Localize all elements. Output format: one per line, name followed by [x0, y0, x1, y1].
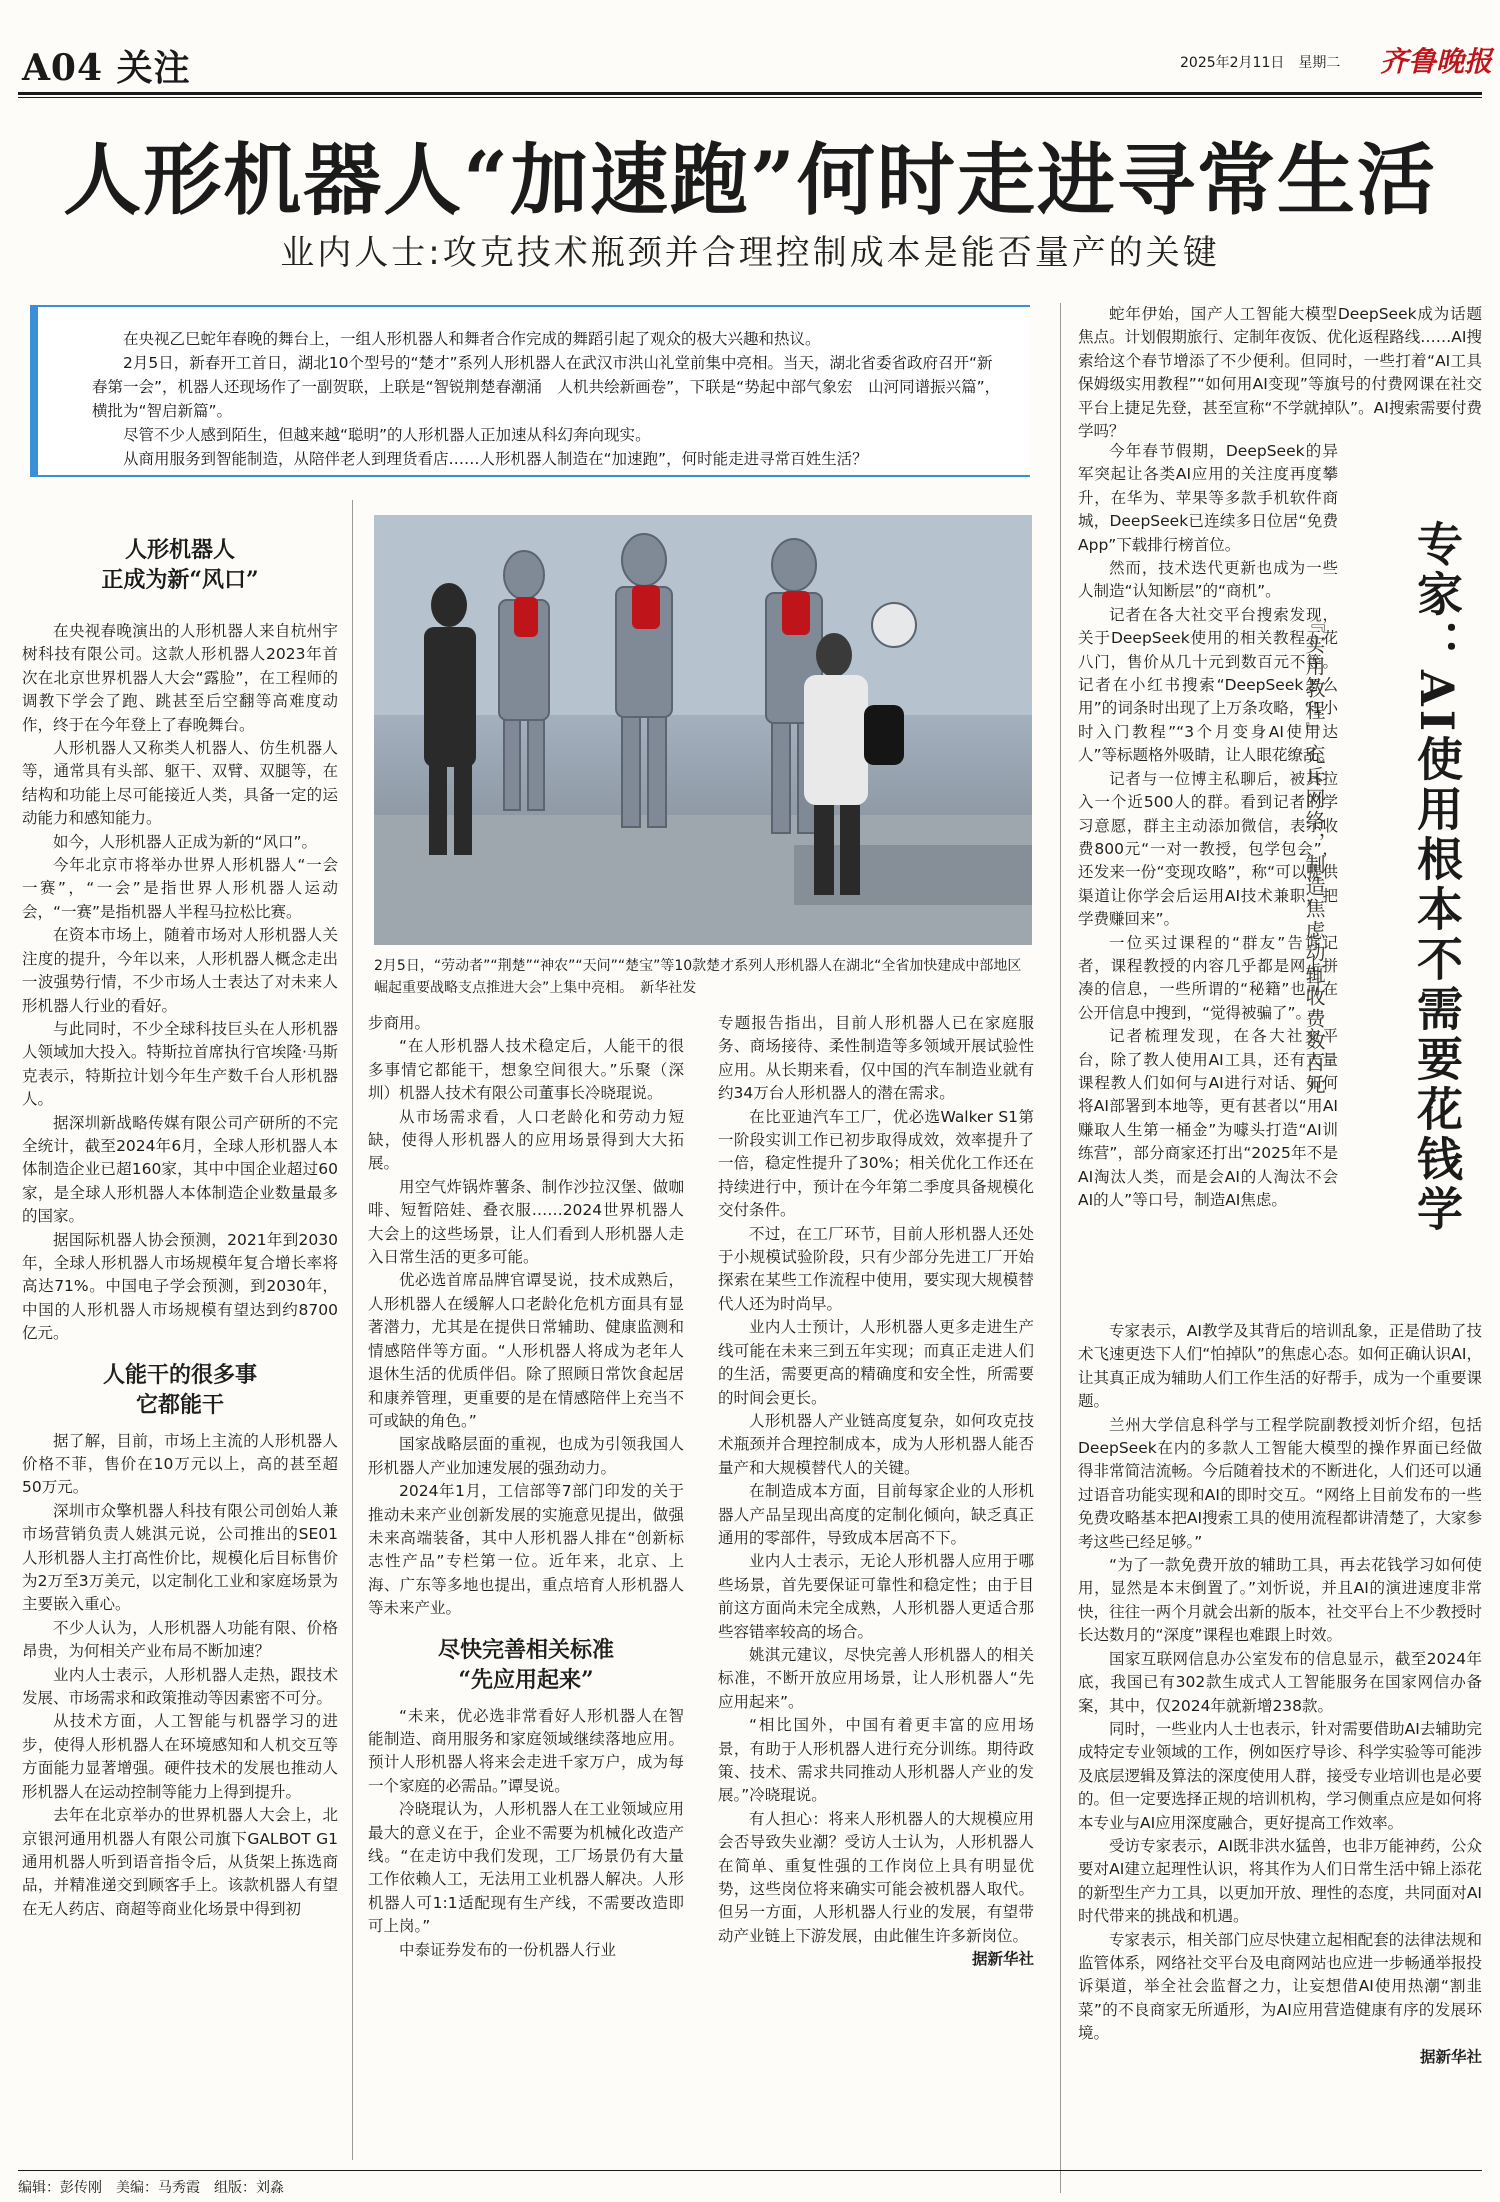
news-photo [374, 515, 1032, 945]
article-column-right: 蛇年伊始，国产人工智能大模型DeepSeek成为话题焦点。计划假期旅行、定制年夜饭、优化返程路线……AI搜索给这个春节增添了不少便利。但同时，一些打着“AI工具保姆级实用教程”“如何用AI变现”等旗号的付费网课在社交平台上捷足先登，甚至宣称“不学就掉队”。AI搜索需要付费学吗？ [1078, 305, 1482, 441]
byline: 据新华社 [971, 1950, 1034, 1969]
headline: 人形机器人“加速跑”何时走进寻常生活 [63, 135, 1437, 226]
section-subtitle: 人能干的很多事 它都能干 [102, 1361, 257, 1418]
robots-photo-illustration [374, 515, 1032, 945]
intro-paragraph: 从商用服务到智能制造，从陪伴老人到理货看店……人形机器人制造在“加速跑”，何时能走进寻常百姓生活？ [123, 450, 868, 468]
subheadline: 业内人士:攻克技术瓶颈并合理控制成本是能否量产的关键 [280, 233, 1220, 273]
sidebar-article-subtitle: 『实用教程』充斥网络，制造焦虑动辄收费数百元 [1302, 612, 1326, 1096]
intro-accent-bar [30, 305, 38, 477]
article-column-right-bottom: 专家表示，AI教学及其背后的培训乱象，正是借助了技术飞速更迭下人们“怕掉队”的焦虑心态。如何正确认识AI，让其真正成为辅助人们工作生活的好帮手，成为一个重要课题。 兰州大学信息科学与工程学院副教授刘忻介绍，包括DeepSeek在内的多款人工智能大模型的操作界面已经做得非常简洁流畅。今后随着技术的不断进化，人们还可以通过语音功能实现和AI的即时交互。“网络上目前发布的一些免费攻略基本把AI搜索工具的使用流程都讲清楚了，大家参考这些已经足够。” “为了一款免费开放的辅助工具，再去花钱学习如何使用，显然是本末倒置了。”刘忻说，并且AI的演进速度非常快，往往一两个月就会出新的版本，社交平台上不少教授时长达数月的“深度”课程也难跟上时效。 国家互联网信息办公室发布的信息显示，截至2024年底，我国已有302款生成式人工智能服务在国家网信办备案，其中，仅2024年就新增238款。 同时，一些业内人士也表示，针对需要借助AI去辅助完成特定专业领域的工作，例如医疗导诊、科学实验等可能涉及底层逻辑及算法的深度使用人群，接受专业培训也是必要的。但一定要选择正规的培训机构，学习侧重点应是如何将本专业与AI应用深度融合，更好提高工作效率。 受访专家表示，AI既非洪水猛兽，也非万能神药，公众要对AI建立起理性认识，将其作为人们日常生活中锦上添花的新型生产力工具，以更加开放、理性的态度，共同面对AI时代带来的挑战和机遇。 专家表示，相关部门应尽快建立起相配套的法律法规和监管体系，网络社交平台及电商网站也应进一步畅通举报投诉渠道，举全社会监督之力，让妄想借AI使用热潮“割韭菜”的不良商家无所遁形，为AI应用营造健康有序的发展环境。 据新华社 [1078, 1320, 1482, 2069]
intro-box [30, 305, 1030, 477]
issue-date: 2025年2月11日 星期二 [1180, 55, 1341, 71]
intro-paragraph: 2月5日，新春开工首日，湖北10个型号的“楚才”系列人形机器人在武汉市洪山礼堂前集中亮相。当天，湖北省委省政府召开“新春第一会”，机器人还现场作了一副贺联，上联是“智锐荆楚春潮涌 人机共绘新画卷”，下联是“势起中部气象宏 山河同谱振兴篇”，横批为“智启新篇”。 [92, 354, 1001, 420]
article-column-b: 步商用。 “在人形机器人技术稳定后，人能干的很多事情它都能干，想象空间很大。”乐聚（深圳）机器人技术有限公司董事长冷晓琨说。 从市场需求看，人口老龄化和劳动力短缺，使得人形机器人的应用场景得到大大拓展。 用空气炸锅炸薯条、制作沙拉汉堡、做咖啡、短暂陪娃、叠衣服……2024世界机器人大会上的这些场景，让人们看到人形机器人走入日常生活的更多可能。 优必选首席品牌官谭旻说，技术成熟后，人形机器人在缓解人口老龄化危机方面具有显著潜力，尤其是在提供日常辅助、健康监测和情感陪伴等方面。“人形机器人将成为老年人退休生活的优质伴侣。除了照顾日常饮食起居和康养管理，更重要的是在情感陪伴上充当不可或缺的角色。” 国家战略层面的重视，也成为引领我国人形机器人产业加速发展的强劲动力。 2024年1月，工信部等7部门印发的关于推动未来产业创新发展的实施意见提出，做强未来高端装备，其中人形机器人排在“创新标志性产品”专栏第一位。近年来，北京、上海、广东等多地也提出，重点培育人形机器人等未来产业。 尽快完善相关标准 “先应用起来” “未来，优必选非常看好人形机器人在智能制造、商用服务和家庭领域继续落地应用。预计人形机器人将来会走进千家万户，成为每一个家庭的必需品。”谭旻说。 冷晓琨认为，人形机器人在工业领域应用最大的意义在于，企业不需要为机械化改造产线。“在走访中我们发现，工厂场景仍有大量工作依赖人工，无法用工业机器人解决。人形机器人可1:1适配现有生产线，不需要改造即可上岗。” 中泰证券发布的一份机器人行业 [368, 1014, 684, 1959]
header-rule [18, 92, 1482, 95]
column-divider [1060, 303, 1061, 2193]
newspaper-logo: 齐鲁晚报 [1380, 45, 1493, 78]
intro-paragraph: 尽管不少人感到陌生，但越来越“聪明”的人形机器人正加速从科幻奔向现实。 [123, 426, 651, 444]
sidebar-article-title: 专家：AI使用根本不需要花钱学 [1410, 520, 1464, 1236]
section-subtitle: 人形机器人 正成为新“风口” [101, 537, 259, 593]
article-column-right-narrow: 今年春节假期，DeepSeek的异军突起让各类AI应用的关注度再度攀升，在华为、苹果等多款手机软件商城，DeepSeek已连续多日位居“免费App”下载排行榜首位。 然而，技术迭代更新也成为一些人制造“认知断层”的“商机”。 记者在各大社交平台搜索发现，关于DeepSeek使用的相关教程五花八门，售价从几十元到数百元不等。记者在小红书搜索“DeepSeek怎么用”的词条时出现了上万条攻略，“1小时入门教程”“3个月变身AI使用达人”等标题格外吸睛，让人眼花缭乱。 记者与一位博主私聊后，被其拉入一个近500人的群。看到记者的学习意愿，群主主动添加微信，表示收费800元“一对一教授，包学包会”，还发来一份“变现攻略”，称“可以提供渠道让你学会后运用AI技术兼职，把学费赚回来”。 一位买过课程的“群友”告诉记者，课程教授的内容几乎都是网上拼凑的信息，一些所谓的“秘籍”也可在公开信息中搜到，“觉得被骗了”。 记者梳理发现，在各大社交平台，除了教人使用AI工具，还有大量课程教人们如何与AI进行对话、如何将AI部署到本地等，更有甚者以“用AI赚取人生第一桶金”为噱头打造“AI训练营”，部分商家还打出“2025年不是AI淘汰人类，而是会AI的人淘汰不会AI的人”等口号，制造AI焦虑。 [1078, 442, 1338, 1209]
section-label: A04 关注 [22, 47, 191, 89]
article-column-c: 专题报告指出，目前人形机器人已在家庭服务、商场接待、柔性制造等多领域开展试验性应用。从长期来看，仅中国的汽车制造业就有约34万台人形机器人的潜在需求。 在比亚迪汽车工厂，优必选Walker S1第一阶段实训工作已初步取得成效，效率提升了一倍，稳定性提升了30%；相关优化工作还在持续进行中，预计在今年第二季度具备规模化交付条件。 不过，在工厂环节，目前人形机器人还处于小规模试验阶段，只有少部分先进工厂开始探索在某些工作流程中使用，要实现大规模替代人还为时尚早。 业内人士预计，人形机器人更多走进生产线可能在未来三到五年实现；而真正走进人们的生活，需要更高的精确度和安全性，所需要的时间会更长。 人形机器人产业链高度复杂，如何攻克技术瓶颈并合理控制成本，成为人形机器人能否量产和大规模替代人的关键。 在制造成本方面，目前每家企业的人形机器人产品呈现出高度的定制化倾向，缺乏真正通用的零部件，导致成本居高不下。 业内人士表示，无论人形机器人应用于哪些场景，首先要保证可靠性和稳定性；由于目前这方面尚未完全成熟，人形机器人更适合那些容错率较高的场合。 姚淇元建议，尽快完善人形机器人的相关标准，不断开放应用场景，让人形机器人“先应用起来”。 “相比国外，中国有着更丰富的应用场景，有助于人形机器人进行充分训练。期待政策、技术、需求共同推动人形机器人产业的发展。”冷晓琨说。 有人担心：将来人形机器人的大规模应用会否导致失业潮？受访人士认为，人形机器人在简单、重复性强的工作岗位上具有明显优势，这些岗位将来确实可能会被机器人取代。但另一方面，人形机器人行业的发展，有望带动产业链上下游发展，由此催生许多新岗位。 据新华社 [718, 1012, 1034, 1972]
byline: 据新华社 [1419, 2047, 1482, 2066]
intro-paragraph: 在央视乙巳蛇年春晚的舞台上，一组人形机器人和舞者合作完成的舞蹈引起了观众的极大兴趣和热议。 [123, 330, 821, 348]
article-column-a: 在央视春晚演出的人形机器人来自杭州宇树科技有限公司。这款人形机器人2023年首次在北京世界机器人大会“露脸”，在工程师的调教下学会了跑、跳甚至后空翻等高难度动作，终于在今年登上了春晚舞台。 人形机器人又称类人机器人、仿生机器人等，通常具有头部、躯干、双臂、双腿等，在结构和功能上尽可能接近人类，具备一定的运动能力和感知能力。 如今，人形机器人正成为新的“风口”。 今年北京市将举办世界人形机器人“一会一赛”，“一会”是指世界人形机器人运动会，“一赛”是指机器人半程马拉松比赛。 在资本市场上，随着市场对人形机器人关注度的提升，今年以来，人形机器人概念走出一波强势行情，不少市场人士表达了对未来人形机器人行业的看好。 与此同时，不少全球科技巨头在人形机器人领域加大投入。特斯拉首席执行官埃隆·马斯克表示，特斯拉计划今年生产数千台人形机器人。 据深圳新战略传媒有限公司产研所的不完全统计，截至2024年6月，全球人形机器人本体制造企业已超160家，其中中国企业超过60家，是全球人形机器人本体制造企业数量最多的国家。 据国际机器人协会预测，2021年到2030年，全球人形机器人市场规模年复合增长率将高达71%。中国电子学会预测，到2030年，中国的人形机器人市场规模有望达到约8700亿元。 人能干的很多事 它都能干 据了解，目前，市场上主流的人形机器人价格不菲，售价在10万元以上，高的甚至超50万元。 深圳市众擎机器人科技有限公司创始人兼市场营销负责人姚淇元说，公司推出的SE01人形机器人主打高性价比，规模化后目标售价为2万至3万美元，以定制化工业和家庭场景为主要嵌入重心。 不少人认为，人形机器人功能有限、价格昂贵，为何相关产业布局不断加速？ 业内人士表示，人形机器人走热，跟技术发展、市场需求和政策推动等因素密不可分。 从技术方面，人工智能与机器学习的进步，使得人形机器人在环境感知和人机交互等方面能力显著增强。硬件技术的发展也推动人形机器人在运动控制等能力上得到提升。 去年在北京举办的世界机器人大会上，北京银河通用机器人有限公司旗下GALBOT G1通用机器人听到语音指令后，从货架上拣选商品，并精准递交到顾客手上。该款机器人有望在无人药店、商超等商业化场景中得到初 [22, 622, 338, 1918]
section-subtitle: 尽快完善相关标准 “先应用起来” [437, 1636, 614, 1693]
photo-caption: 2月5日，“劳动者”“荆楚”“神农”“天问”“楚宝”等10款楚才系列人形机器人在湖北“全省加快建成中部地区崛起重要战略支点推进大会”上集中亮相。 新华社发 [374, 958, 1022, 996]
column-divider [352, 500, 353, 2160]
page-footer-credits: 编辑：彭传刚 美编：马秀霞 组版：刘淼 [18, 2170, 1482, 2197]
header-rule-thin [18, 97, 1482, 98]
